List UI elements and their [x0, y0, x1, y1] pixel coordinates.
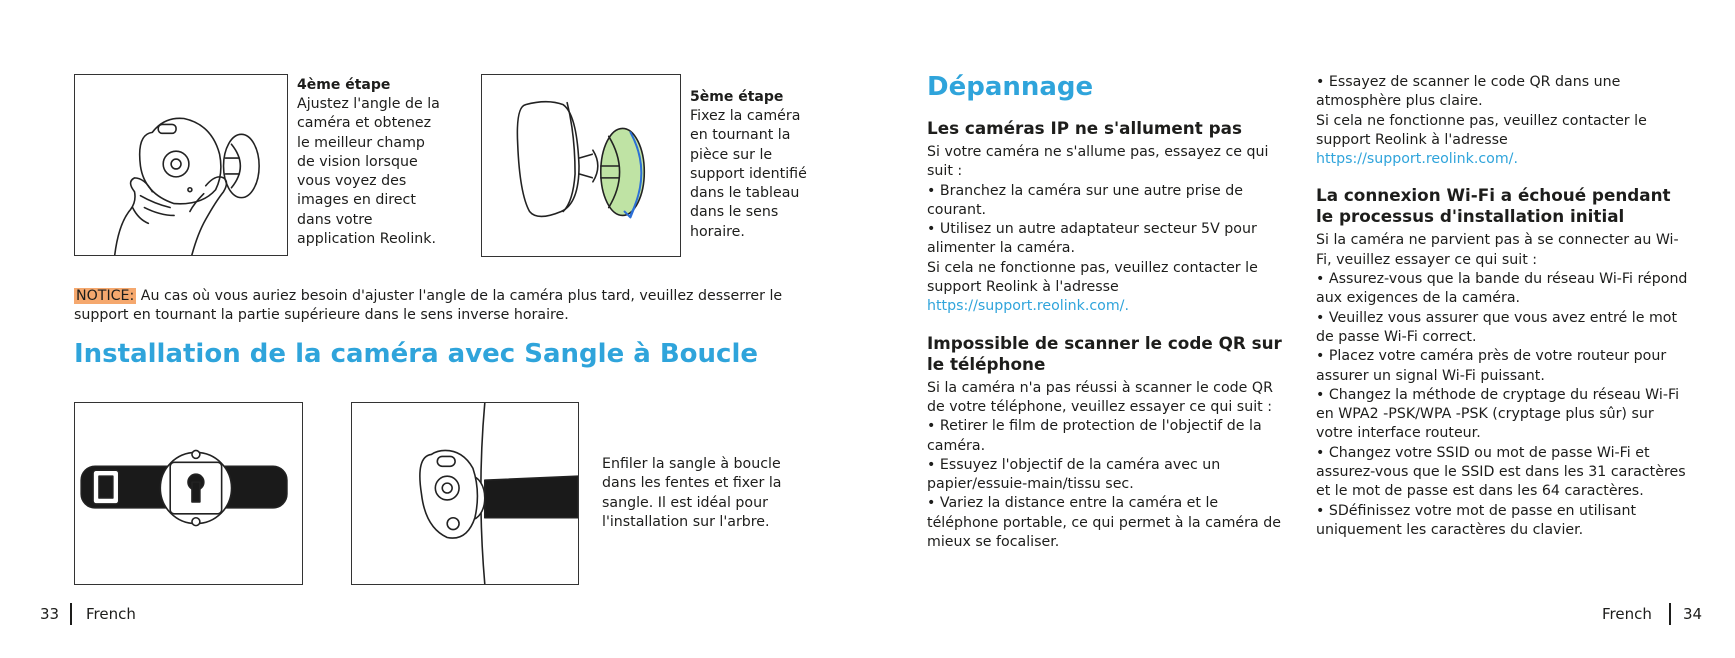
step5-title: 5ème étape	[690, 89, 784, 105]
step5-illustration	[481, 74, 681, 257]
footer-language-left: French	[86, 605, 136, 623]
qr-intro: Si la caméra n'a pas réussi à scanner le code QR de votre téléphone, veuillez essayer ce qui suit :	[927, 379, 1273, 415]
notice-text: Au cas où vous auriez besoin d'ajuster l'angle de la caméra plus tard, veuillez desserrer le support en tournant la partie supérieure dans le sens inverse horaire.	[74, 288, 783, 324]
troubleshooting-column-2	[1316, 73, 1688, 540]
ip-contact: Si cela ne fonctionne pas, veuillez contacter le support Reolink à l'adresse	[927, 259, 1258, 296]
qr-heading: Impossible de scanner le code QR sur le téléphone	[927, 332, 1282, 374]
footer-divider-left	[70, 603, 72, 625]
ip-cameras-body	[927, 143, 1289, 317]
troubleshooting-title: Dépannage	[927, 72, 1094, 102]
troubleshooting-column-1	[927, 118, 1289, 552]
camera-on-tree-icon	[352, 403, 578, 584]
wifi-tip-band: • Assurez-vous que la bande du réseau Wi-Fi répond aux exigences de la caméra.	[1316, 271, 1688, 307]
qr-body-continued	[1316, 73, 1688, 169]
section-title: Installation de la caméra avec Sangle à Boucle	[74, 339, 758, 369]
tree-mount-illustration	[351, 402, 579, 585]
qr-tip-wipe: • Essuyez l'objectif de la caméra avec un papier/essuie-main/tissu sec.	[927, 456, 1221, 493]
page-number-right: 34	[1683, 605, 1703, 623]
footer-divider-right	[1669, 603, 1671, 625]
step4-title: 4ème étape	[297, 77, 391, 93]
ip-cameras-heading: Les caméras IP ne s'allument pas	[927, 118, 1242, 138]
wifi-tip-keyboard: • SDéfinissez votre mot de passe en utilisant uniquement les caractères du clavier.	[1316, 502, 1637, 538]
qr-tip-distance: • Variez la distance entre la caméra et le téléphone portable, ce qui permet à la caméra de mieux se focaliser.	[927, 495, 1281, 551]
qr-tip-film: • Retirer le film de protection de l'objectif de la caméra.	[927, 418, 1262, 454]
step5-body: Fixez la caméra en tournant la pièce sur le support identifié dans le tableau dans le sens horaire.	[690, 108, 807, 240]
step4-body: Ajustez l'angle de la caméra et obtenez le meilleur champ de vision lorsque vous voyez des images en direct dans votre application Reolink.	[297, 96, 440, 248]
ip-tip-adapter: • Utilisez un autre adaptateur secteur 5V pour alimenter la caméra.	[927, 221, 1257, 257]
wifi-body	[1316, 231, 1688, 540]
ip-intro: Si votre caméra ne s'allume pas, essayez ce qui suit :	[927, 144, 1269, 180]
wifi-tip-router: • Placez votre caméra près de votre routeur pour assurer un signal Wi-Fi puissant.	[1316, 348, 1667, 384]
notice-label: NOTICE:	[76, 288, 135, 304]
wifi-tip-password: • Veuillez vous assurer que vous avez entré le mot de passe Wi-Fi correct.	[1316, 309, 1678, 345]
ip-support-link[interactable]: https://support.reolink.com/.	[927, 298, 1129, 315]
page-number-left: 33	[40, 605, 60, 623]
hand-adjusting-camera-icon	[75, 75, 287, 255]
strap-illustration	[74, 402, 303, 585]
wifi-intro: Si la caméra ne parvient pas à se connecter au Wi-Fi, veuillez essayer ce qui suit :	[1316, 232, 1679, 268]
ip-tip-outlet: • Branchez la caméra sur une autre prise de courant.	[927, 182, 1243, 218]
notice-paragraph	[74, 287, 814, 326]
strap-through-mount-icon	[75, 403, 302, 584]
wifi-tip-encryption: • Changez la méthode de cryptage du réseau Wi-Fi en WPA2 -PSK/WPA -PSK (cryptage plus sûr) sur votre interface routeur.	[1316, 386, 1680, 442]
wifi-tip-ssid: • Changez votre SSID ou mot de passe Wi-Fi et assurez-vous que le SSID est dans les 31 caractères et le mot de passe est dans les 64 caractères.	[1316, 444, 1686, 500]
footer-language-right: French	[1602, 605, 1652, 623]
wifi-heading: La connexion Wi-Fi a échoué pendant le processus d'installation initial	[1316, 185, 1671, 227]
camera-rotate-mount-icon	[482, 75, 680, 256]
step4-illustration	[74, 74, 288, 256]
qr-tip-light: • Essayez de scanner le code QR dans une atmosphère plus claire.	[1316, 74, 1621, 110]
qr-support-link[interactable]: https://support.reolink.com/.	[1316, 151, 1518, 168]
qr-body	[927, 379, 1289, 553]
strap-instructions: Enfiler la sangle à boucle dans les fentes et fixer la sangle. Il est idéal pour l'installation sur l'arbre.	[602, 456, 782, 530]
qr-contact: Si cela ne fonctionne pas, veuillez contacter le support Reolink à l'adresse	[1316, 112, 1647, 148]
